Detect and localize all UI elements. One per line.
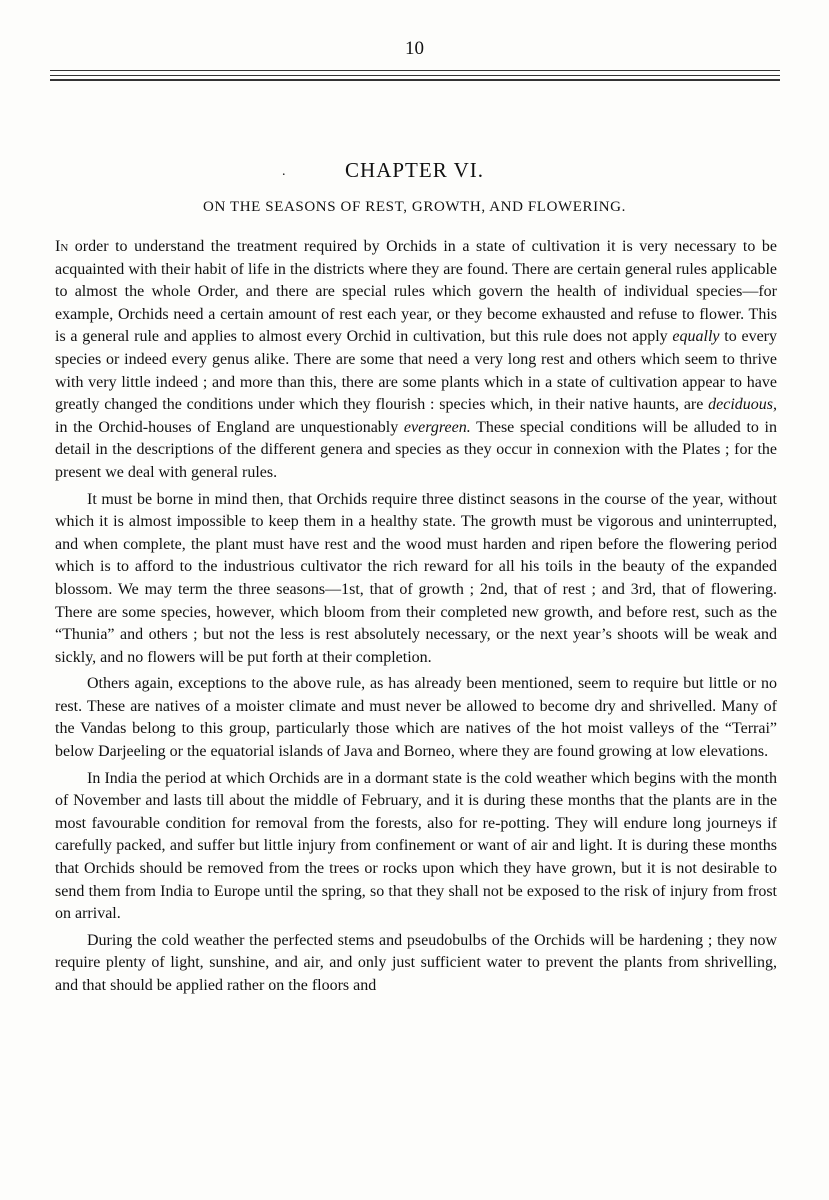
- chapter-title: CHAPTER VI.: [345, 158, 484, 182]
- chapter-body: [55, 236, 777, 1002]
- header-rule: [50, 75, 780, 76]
- paragraph-text: to every species or indeed every genus alike. There are some that need a very long rest and others which seem to thrive with very little indeed ; and more than this, there are some plants which in a state of cultivation appear to have greatly changed the conditions under which they flourish : species which, in their native haunts, are: [55, 328, 777, 414]
- paragraph: Others again, exceptions to the above rule, as has already been mentioned, seem to require but little or no rest. These are natives of a moister climate and must never be allowed to become dry and shrivelled. Many of the Vandas belong to this group, particularly those which are natives of the hot moist valleys of the “Terrai” below Darjeeling or the equatorial islands of Java and Borneo, where they are found growing at low elevations.: [55, 675, 777, 761]
- paragraph: [55, 236, 777, 485]
- paragraph: In India the period at which Orchids are in a dormant state is the cold weather which begins with the month of November and lasts till about the middle of February, and it is during these months that the plants are in the most favourable condition for removal from the forests, also for re-potting. They will endure long journeys if carefully packed, and suffer but little injury from confinement or want of air and light. It is during these months that Orchids should be removed from the trees or rocks upon which they have grown, but it is not desirable to send them from India to Europe until the spring, so that they shall not be exposed to the risk of injury from frost on arrival.: [55, 769, 777, 923]
- page-number: 10: [405, 38, 424, 59]
- header-rule: [50, 79, 780, 81]
- paragraph-text: These special conditions will be alluded to in detail in the descriptions of the different genera and species as they occur in connexion with the Plates ; for the present we deal with general rules.: [55, 418, 778, 481]
- paragraph: During the cold weather the perfected stems and pseudobulbs of the Orchids will be hardening ; they now require plenty of light, sunshine, and air, and only just sufficient water to prevent the plants from shrivelling, and that should be applied rather on the floors and: [55, 931, 777, 994]
- emphasis: deciduous,: [708, 396, 777, 414]
- paragraph-text: in the Orchid-houses of England are unquestionably: [55, 418, 404, 436]
- paragraph: It must be borne in mind then, that Orchids require three distinct seasons in the course of the year, without which it is almost impossible to keep them in a healthy state. The growth must be vigorous and uninterrupted, and when complete, the plant must have rest and the wood must harden and ripen before the flowering period which is to afford to the industrious cultivator the rich reward for all his toils in the beauty of the expanded blossom. We may term the three seasons—1st, that of growth ; 2nd, that of rest ; and 3rd, that of flowering. There are some species, however, which bloom from their completed new growth, and before rest, such as the “Thunia” and others ; but not the less is rest absolutely necessary, or the next year’s shoots will be weak and sickly, and no flowers will be put forth at their completion.: [55, 490, 777, 666]
- paragraph-text: order to understand the treatment required by Orchids in a state of cultivation it is very necessary to be acquainted with their habit of life in the districts where they are found. There are certain general rules applicable to almost the whole Order, and there are special rules which govern the health of individual species—for example, Orchids need a certain amount of rest each year, or they become exhausted and refuse to flower. This is a general rule and applies to almost every Orchid in cultivation, but this rule does not apply: [55, 238, 777, 346]
- emphasis: evergreen.: [403, 418, 471, 436]
- chapter-subtitle: ON THE SEASONS OF REST, GROWTH, AND FLOWERING.: [203, 199, 626, 215]
- emphasis: equally: [672, 328, 720, 346]
- drop-lead: In: [55, 238, 69, 255]
- header-rule: [50, 70, 780, 71]
- ink-speck: .: [282, 164, 286, 179]
